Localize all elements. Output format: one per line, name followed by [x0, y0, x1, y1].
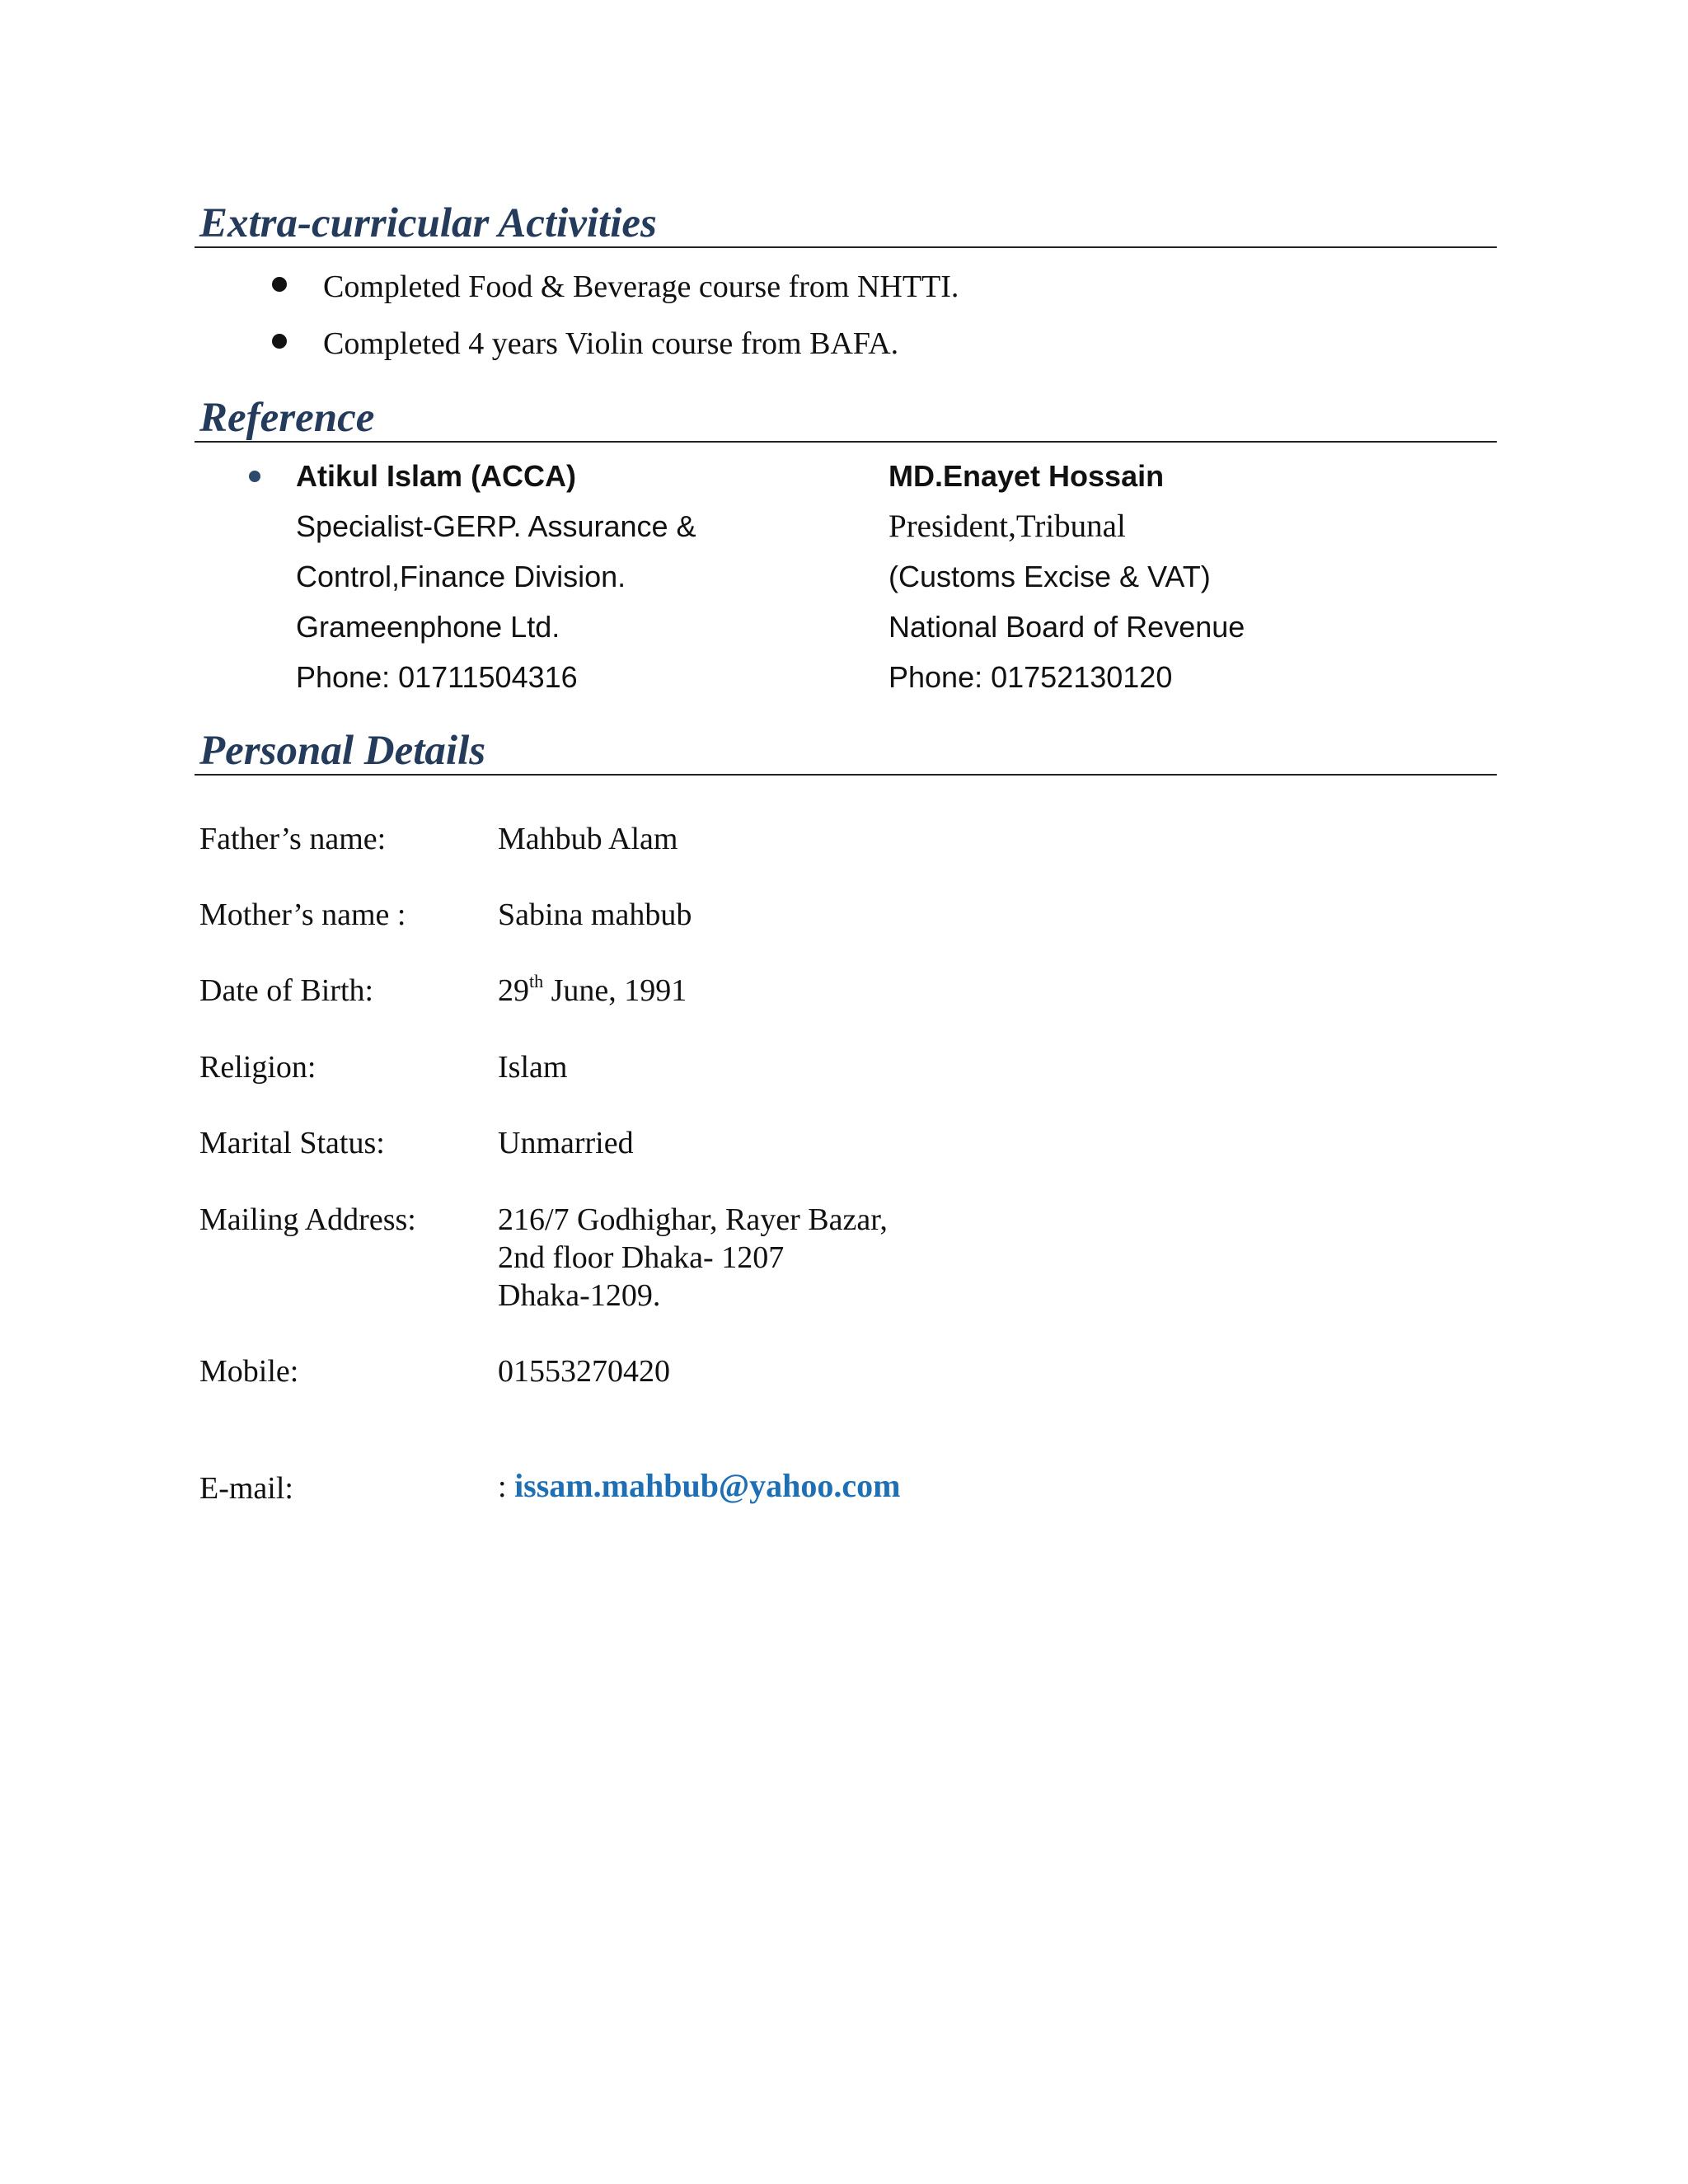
- reference-line: Control,Finance Division.: [296, 560, 626, 593]
- email-value: [498, 1467, 900, 1506]
- dob-label: Date of Birth:: [199, 973, 374, 1008]
- mother-value: Sabina mahbub: [498, 898, 692, 932]
- bullet-icon: [272, 277, 287, 292]
- bullet-icon: [249, 471, 260, 482]
- address-label: Mailing Address:: [199, 1202, 416, 1237]
- personal-header: [195, 730, 1497, 776]
- mobile-value: 01553270420: [498, 1354, 670, 1389]
- dob-value: [498, 972, 687, 1010]
- reference-line: Grameenphone Ltd.: [296, 610, 560, 644]
- extracurricular-item-text: Completed Food & Beverage course from NHTTI.: [323, 269, 959, 304]
- reference-line: Specialist-GERP. Assurance &: [296, 509, 696, 543]
- extracurricular-header: [195, 200, 1497, 248]
- marital-label: Marital Status:: [199, 1126, 385, 1160]
- reference-title: Reference: [199, 395, 375, 441]
- father-label: Father’s name:: [199, 822, 387, 856]
- reference-phone: Phone: 01752130120: [889, 660, 1173, 694]
- reference-phone: Phone: 01711504316: [296, 660, 578, 694]
- address-line: 216/7 Godhighar, Rayer Bazar,: [498, 1202, 888, 1237]
- reference-line: (Customs Excise & VAT): [889, 560, 1211, 593]
- dob-suffix: th: [529, 971, 544, 991]
- email-link[interactable]: issam.mahbub@yahoo.com: [514, 1467, 901, 1504]
- dob-rest: June, 1991: [543, 973, 687, 1008]
- mother-label: Mother’s name :: [199, 898, 406, 932]
- email-prefix: :: [498, 1469, 515, 1504]
- reference-left: [296, 451, 696, 702]
- religion-value: Islam: [498, 1050, 568, 1085]
- address-line: Dhaka-1209.: [498, 1278, 661, 1313]
- reference-right: [889, 451, 1245, 702]
- reference-line: National Board of Revenue: [889, 610, 1245, 644]
- extracurricular-title: Extra-curricular Activities: [199, 200, 657, 246]
- mobile-label: Mobile:: [199, 1354, 299, 1389]
- father-value: Mahbub Alam: [498, 822, 678, 856]
- dob-day: 29: [498, 973, 529, 1008]
- reference-line: President,Tribunal: [889, 509, 1126, 544]
- reference-name: Atikul Islam (ACCA): [296, 459, 577, 493]
- reference-name: MD.Enayet Hossain: [889, 459, 1165, 493]
- address-line: 2nd floor Dhaka- 1207: [498, 1240, 785, 1275]
- personal-title: Personal Details: [199, 728, 486, 774]
- reference-header: [195, 397, 1497, 443]
- email-label: E-mail:: [199, 1471, 293, 1506]
- marital-value: Unmarried: [498, 1126, 634, 1160]
- religion-label: Religion:: [199, 1050, 316, 1085]
- bullet-icon: [272, 334, 287, 349]
- extracurricular-item-text: Completed 4 years Violin course from BAFA.: [323, 326, 899, 361]
